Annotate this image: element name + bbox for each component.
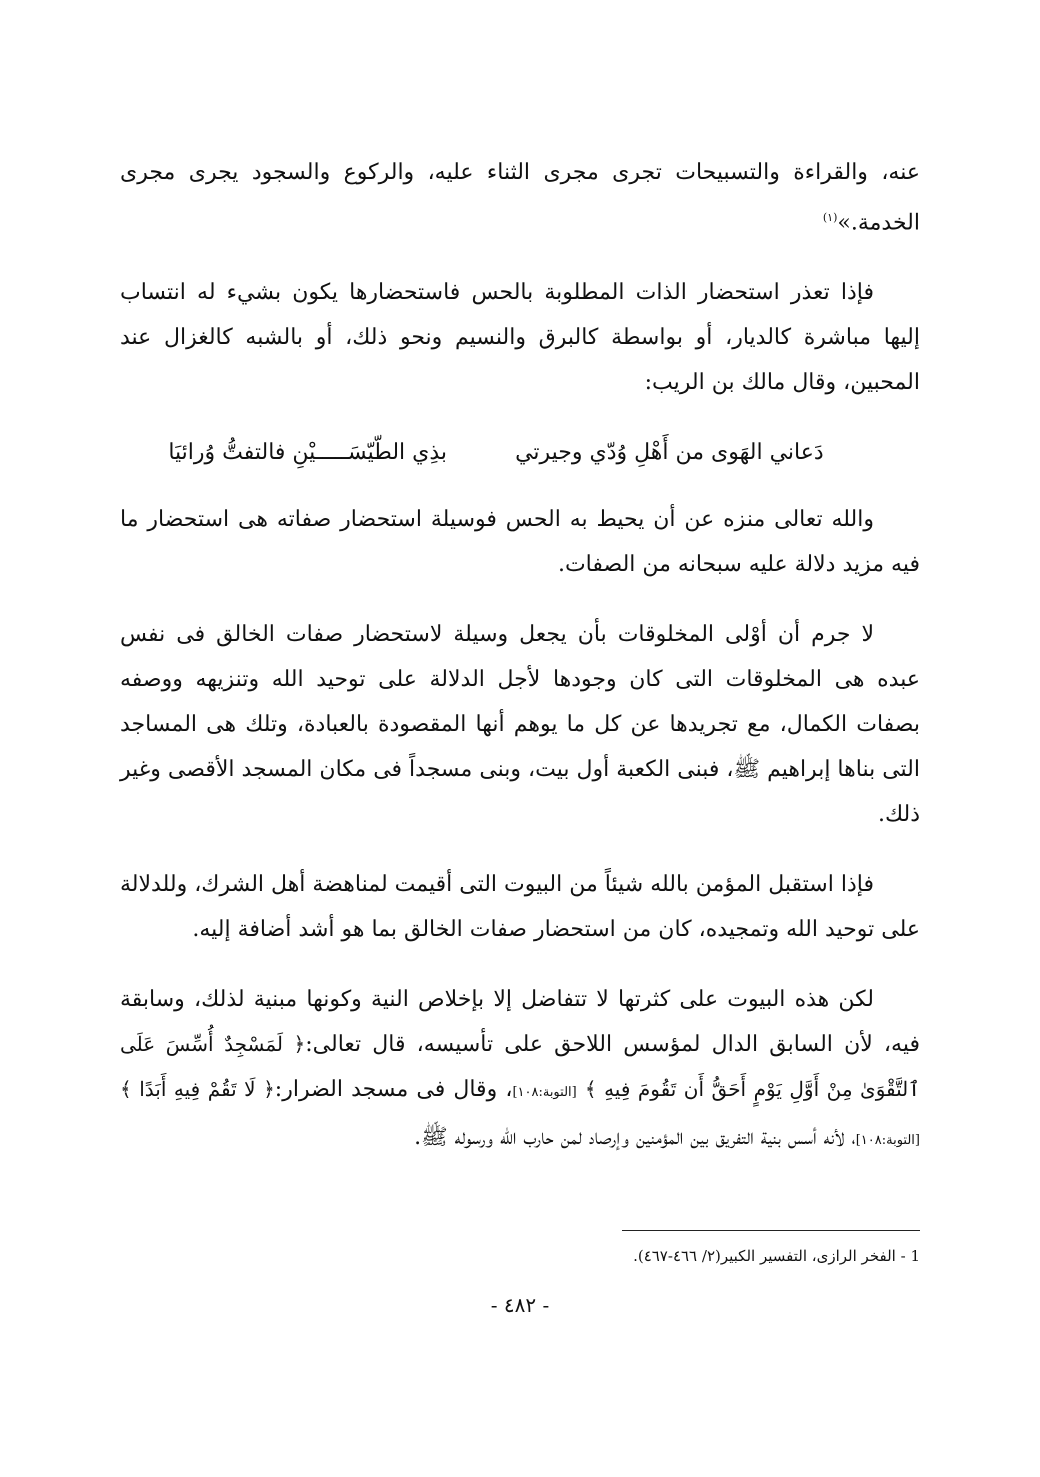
- footnote-separator: [622, 1230, 920, 1231]
- quran-reference-1: [التوبة:١٠٨]: [512, 1085, 577, 1101]
- paragraph-2: فإذا تعذر استحضار الذات المطلوبة بالحس فاستحضارها يكون بشيء له انتساب إليها مباشرة كالديار، أو بواسطة كالبرق والنسيم ونحو ذلك، أو بالشبه كالغزال عند المحبين، وقال مالك بن الريب:: [120, 280, 920, 396]
- paragraph-6-part1: لكن هذه البيوت على كثرتها لا تتفاضل إلا بإخلاص النية وكونها مبنية لذلك، وسابقة فيه، لأن السابق الدال لمؤسس اللاحق على تأسيسه، قال تعالى:: [120, 987, 920, 1058]
- paragraph-4: لا جرم أن أوْلى المخلوقات بأن يجعل وسيلة لاستحضار صفات الخالق فى نفس عبده هى المخلوقات التى كان وجودها لأجل الدلالة على توحيد الله وتنزيهه ووصفه بصفات الكمال، مع تجريدها عن كل ما يوهم أنها المقصودة بالعبادة، وتلك هى المساجد التى بناها إبراهيم ﷺ، فبنى الكعبة أول بيت، وبنى مسجداً فى مكان المسجد الأقصى وغير ذلك.: [120, 622, 920, 828]
- footnote: [420, 1243, 920, 1269]
- verse-hemistich-left: بذِي الطّيّسَـــــيْنِ فالتفتُّ وُرائيَا: [168, 440, 448, 466]
- page-number: - ٤٨٢ -: [490, 1293, 550, 1317]
- quran-quote-2: ﴿ لَا تَقُمْ فِيهِ أَبَدًا ﴾: [120, 1077, 275, 1102]
- paragraph-6-part3: ، لأنه أسس بنية التفريق بين المؤمنين وإرصاد لمن حارب الله ورسوله ﷺ.: [414, 1125, 856, 1151]
- poetry-verse: [120, 430, 920, 475]
- paragraph-1: [120, 150, 920, 245]
- paragraph-1-text: عنه، والقراءة والتسبيحات تجرى مجرى الثناء عليه، والركوع والسجود يجرى مجرى الخدمة.»: [120, 160, 920, 236]
- footnote-number: 1: [910, 1247, 920, 1265]
- paragraph-3: والله تعالى منزه عن أن يحيط به الحس فوسيلة استحضار صفاته هى استحضار ما فيه مزيد دلالة عليه سبحانه من الصفات.: [120, 507, 920, 578]
- footnote-text: - الفخر الرازى، التفسير الكبير(٢/ ٤٦٦-٤٦٧).: [633, 1247, 906, 1265]
- paragraph-6: [120, 977, 920, 1163]
- footnote-marker[interactable]: (١): [822, 211, 838, 224]
- page-body: [120, 150, 920, 1188]
- quran-quote-1: ﴿ لَمَسْجِدٌ أُسِّسَ عَلَى ٱلتَّقْوَىٰ مِنْ أَوَّلِ يَوْمٍ أَحَقُّ أَن تَقُومَ فِيهِ ﴾: [120, 1032, 920, 1102]
- verse-hemistich-right: دَعاني الهَوى من أَهْلِ وُدّي وجيرتي: [515, 440, 824, 466]
- paragraph-5: فإذا استقبل المؤمن بالله شيئاً من البيوت التى أقيمت لمناهضة أهل الشرك، وللدلالة على توحيد الله وتمجيده، كان من استحضار صفات الخالق بما هو أشد أضافة إليه.: [120, 872, 920, 943]
- paragraph-6-part2: ، وقال فى مسجد الضرار:: [274, 1077, 513, 1103]
- quran-reference-2: [التوبة:١٠٨]: [855, 1133, 920, 1149]
